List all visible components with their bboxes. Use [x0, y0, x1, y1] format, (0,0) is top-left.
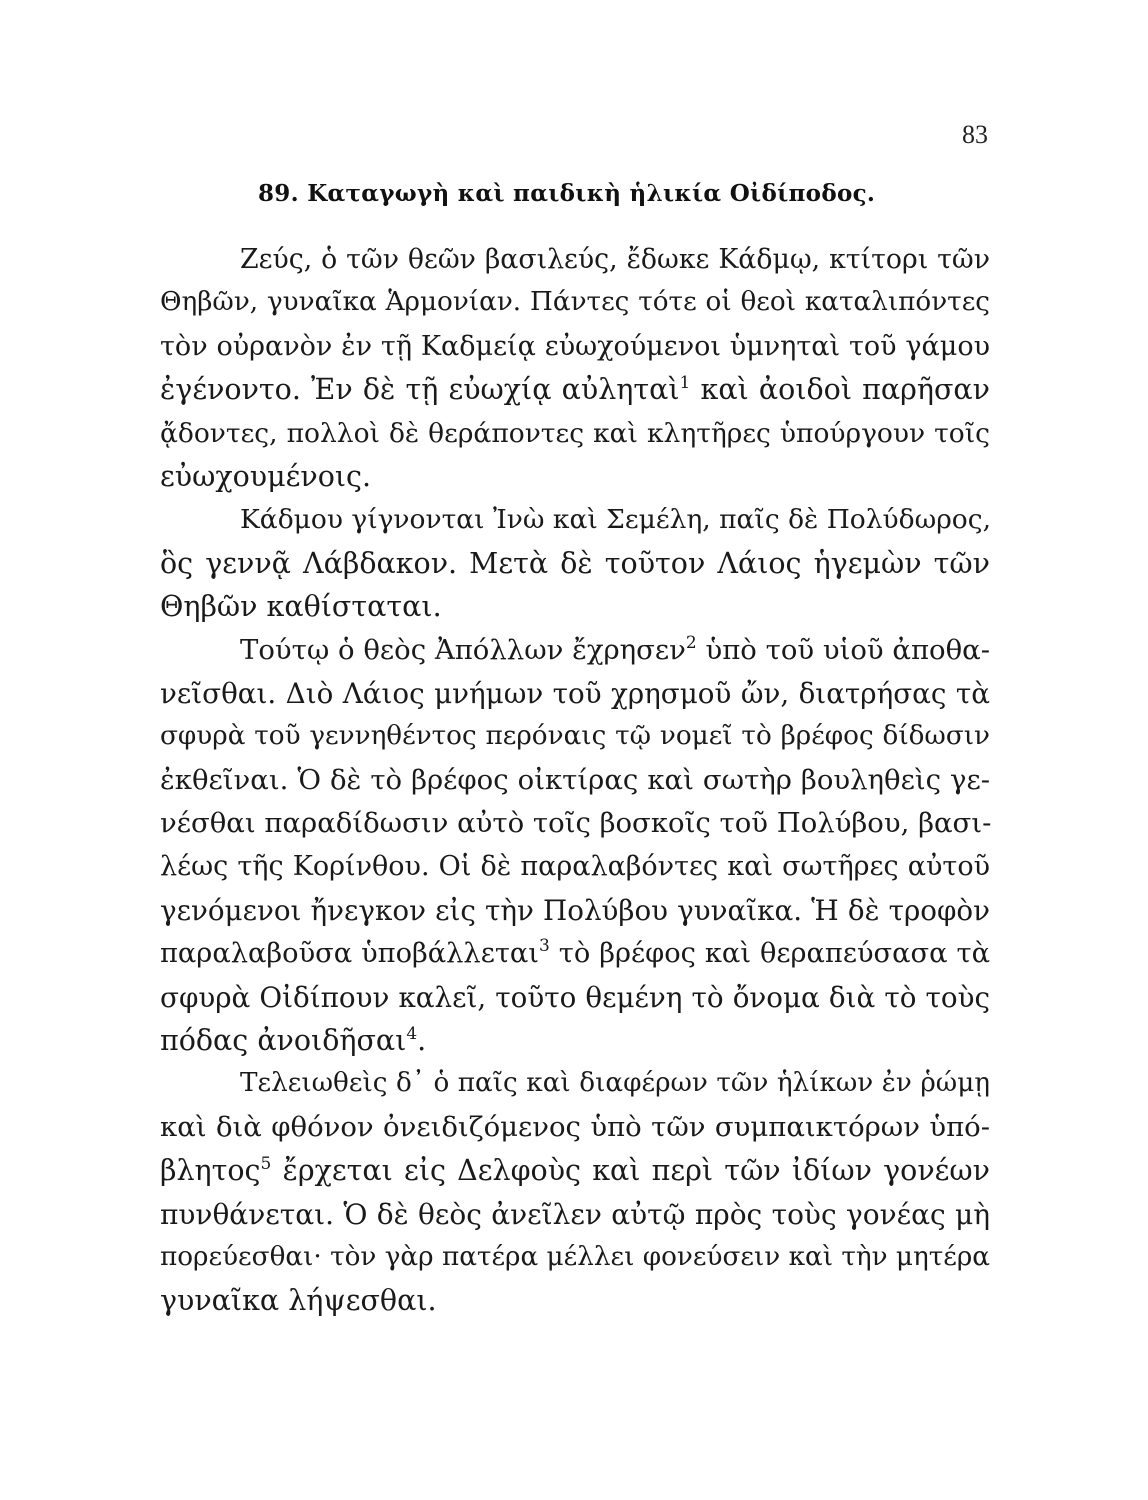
line-text: παραλαβοῦσα ὑποβάλλεται — [160, 938, 539, 970]
footnote-marker: 5 — [260, 1154, 272, 1175]
text-line — [160, 1236, 990, 1279]
line-text-continued: καὶ ἀοιδοὶ παρῆσαν — [690, 373, 990, 407]
paragraph — [160, 629, 990, 1063]
text-line — [160, 976, 990, 1019]
page-number: 83 — [962, 120, 988, 149]
text-line — [160, 932, 990, 975]
line-text: σφυρὰ τοῦ γεννηθέντος περόναις τῷ νομεῖ τὸ βρέφος δίδωσιν — [160, 721, 990, 752]
line-text: γενόμενοι ἤνεγκον εἰς τὴν Πολύβου γυναῖκα. Ἡ δὲ τροφὸν — [160, 893, 990, 927]
footnote-marker: 3 — [538, 936, 550, 957]
text-line — [160, 498, 990, 541]
text-line — [160, 889, 990, 932]
text-line — [160, 845, 990, 888]
line-text: ἐγένοντο. Ἐν δὲ τῇ εὐωχίᾳ αὐληταὶ — [160, 373, 680, 407]
line-text-continued: ὑπὸ τοῦ υἱοῦ ἀποθα- — [696, 633, 990, 666]
line-text: σφυρὰ Οἰδίπουν καλεῖ, τοῦτο θεμένη τὸ ὄνομα διὰ τὸ τοὺς — [160, 980, 990, 1014]
text-line — [160, 585, 990, 628]
line-text: πόδας ἀνοιδῆσαι — [160, 1024, 407, 1058]
line-text: λέως τῆς Κορίνθου. Οἱ δὲ παραλαβόντες καὶ σωτῆρες αὐτοῦ — [160, 851, 990, 883]
text-line — [160, 629, 990, 672]
text-line — [160, 412, 990, 455]
line-text: πορεύεσθαι· τὸν γὰρ πατέρα μέλλει φονεύσειν καὶ τὴν μητέρα — [160, 1241, 990, 1272]
line-text: Θηβῶν, γυναῖκα Ἁρμονίαν. Πάντες τότε οἱ θεοὶ καταλιπόντες — [160, 287, 990, 318]
text-line — [160, 542, 990, 585]
line-text: Κάδμου γίγνονται Ἰνὼ καὶ Σεμέλη, παῖς δὲ Πολύδωρος, — [240, 504, 992, 536]
line-text: πυνθάνεται. Ὁ δὲ θεὸς ἀνεῖλεν αὐτῷ πρὸς τοὺς γονέας μὴ — [160, 1197, 990, 1231]
line-text-continued: . — [417, 1024, 427, 1058]
line-text: Θηβῶν καθίσταται. — [160, 590, 442, 624]
line-text-continued: τὸ βρέφος καὶ θεραπεύσασα τὰ — [549, 938, 990, 970]
text-line — [160, 238, 990, 281]
footnote-marker: 1 — [679, 373, 691, 394]
line-text: ᾄδοντες, πολλοὶ δὲ θεράποντες καὶ κλητῆρες ὑπούργουν τοῖς — [160, 417, 990, 449]
text-line — [160, 1062, 990, 1105]
line-text: Τελειωθεὶς δ᾽ ὁ παῖς καὶ διαφέρων τῶν ἡλίκων ἐν ῥώμῃ — [240, 1068, 990, 1099]
footnote-marker: 2 — [685, 632, 697, 653]
paragraph — [160, 1062, 990, 1322]
text-line — [160, 325, 990, 368]
line-text: νέσθαι παραδίδωσιν αὐτὸ τοῖς βοσκοῖς τοῦ Πολύβου, βασι- — [160, 807, 992, 840]
line-text: Ζεύς, ὁ τῶν θεῶν βασιλεύς, ἔδωκε Κάδμῳ, κτίτορι τῶν — [240, 244, 990, 275]
body-text — [160, 238, 990, 1323]
text-line — [160, 281, 990, 324]
line-text: καὶ διὰ φθόνον ὀνειδιζόμενος ὑπὸ τῶν συμπαικτόρων ὑπό- — [160, 1110, 990, 1143]
text-line — [160, 802, 990, 845]
text-line — [160, 1193, 990, 1236]
line-text: ἐκθεῖναι. Ὁ δὲ τὸ βρέφος οἰκτίρας καὶ σωτὴρ βουληθεὶς γε- — [160, 763, 990, 796]
text-line — [160, 715, 990, 758]
text-line — [160, 1019, 990, 1062]
text-line — [160, 1149, 990, 1192]
line-text: εὐωχουμένοις. — [160, 459, 372, 493]
section-title: 89. Καταγωγὴ καὶ παιδικὴ ἡλικία Οἰδίποδος. — [258, 180, 876, 207]
line-text: ὃς γεννᾷ Λάβδακον. Μετὰ δὲ τοῦτον Λάιος ἡγεμὼν τῶν — [160, 546, 990, 580]
line-text: Τούτῳ ὁ θεὸς Ἀπόλλων ἔχρησεν — [240, 633, 686, 666]
text-line — [160, 368, 990, 411]
text-line — [160, 1106, 990, 1149]
text-line — [160, 759, 990, 802]
paragraph — [160, 238, 990, 498]
line-text-continued: ἔρχεται εἰς Δελφοὺς καὶ περὶ τῶν ἰδίων γονέων — [271, 1154, 990, 1188]
footnote-marker: 4 — [406, 1024, 418, 1045]
text-line — [160, 672, 990, 715]
line-text: βλητος — [160, 1154, 261, 1188]
line-text: γυναῖκα λήψεσθαι. — [160, 1284, 437, 1318]
paragraph — [160, 498, 990, 628]
text-line — [160, 1279, 990, 1322]
line-text: νεῖσθαι. Διὸ Λάιος μνήμων τοῦ χρησμοῦ ὤν, διατρήσας τὰ — [160, 676, 990, 710]
text-line — [160, 455, 990, 498]
line-text: τὸν οὐρανὸν ἐν τῇ Καδμείᾳ εὐωχούμενοι ὑμνηταὶ τοῦ γάμου — [160, 330, 990, 362]
